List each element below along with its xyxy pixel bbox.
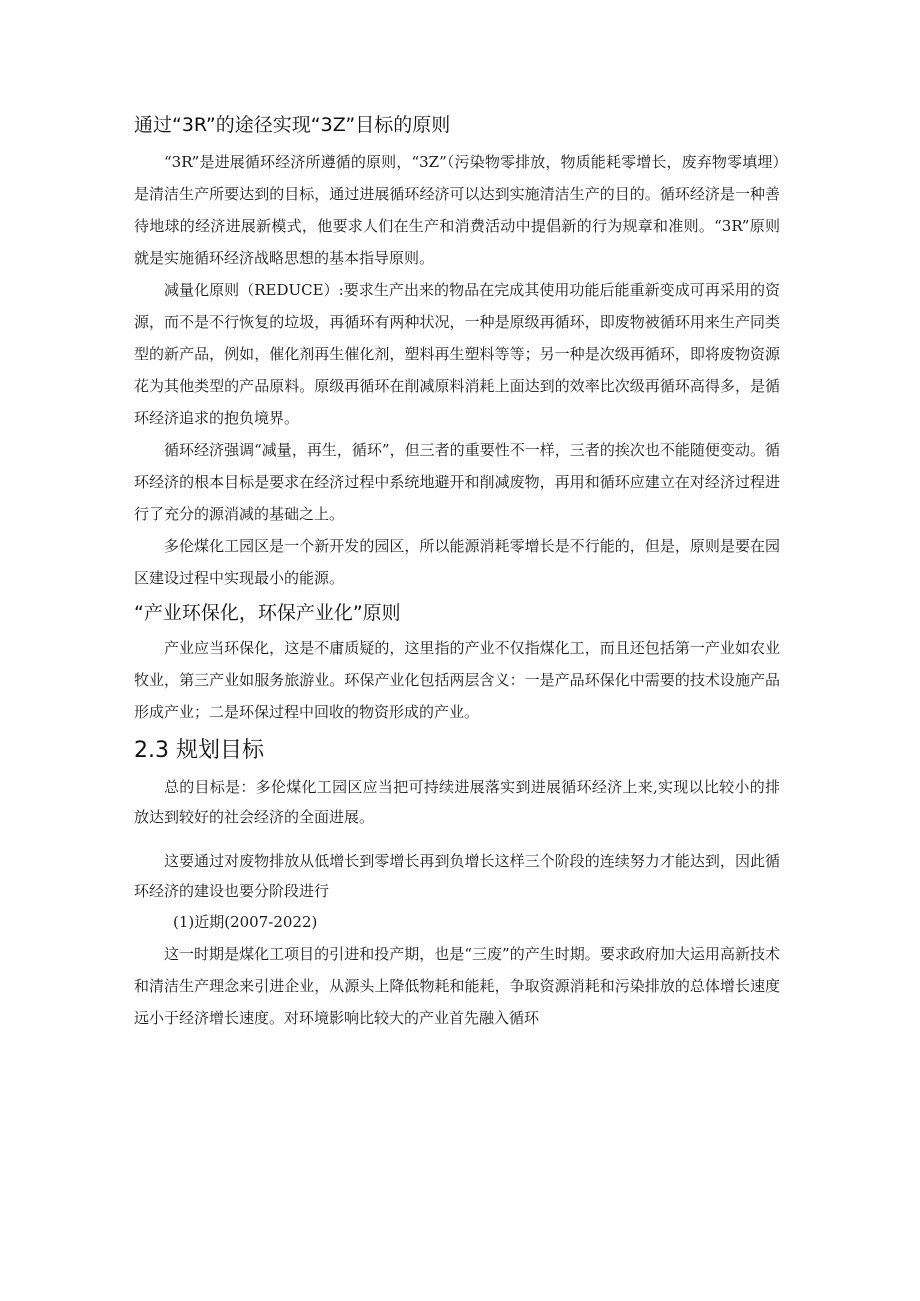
heading-industry-principle: “产业环保化，环保产业化”原则 (134, 602, 401, 624)
paragraph-near-term-detail: 这一时期是煤化工项目的引进和投产期，也是“三废”的产生时期。要求政府加大运用高新技术和清洁生产理念来引进企业，从源头上降低物耗和能耗，争取资源消耗和污染排放的总体增长速度远小于经济增长速度。对环境影响比较大的产业首先融入循环 (134, 945, 780, 1027)
paragraph-duolun-energy: 多伦煤化工园区是一个新开发的园区，所以能源消耗零增长是不行能的，但是，原则是要在园区建设过程中实现最小的能源。 (134, 537, 780, 587)
paragraph-3r-intro: “3R”是进展循环经济所遵循的原则，“3Z”（污染物零排放，物质能耗零增长，废弃物零填埋）是清洁生产所要达到的目标，通过进展循环经济可以达到实施清洁生产的目的。循环经济是一种善待地球的经济进展新模式，他要求人们在生产和消费活动中提倡新的行为规章和准则。“3R”原则就是实施循环经济战略思想的基本指导原则。 (134, 153, 780, 267)
heading-3r-principle: 通过“3R”的途径实现“3Z”目标的原则 (134, 114, 451, 136)
heading-planning-goal: 2.3 规划目标 (134, 738, 264, 763)
paragraph-three-stages: 这要通过对废物排放从低增长到零增长再到负增长这样三个阶段的连续努力才能达到，因此循环经济的建设也要分阶段进行 (134, 852, 780, 900)
paragraph-3r-priority: 循环经济强调“减量，再生，循环”，但三者的重要性不一样，三者的挨次也不能随便变动。循环经济的根本目标是要求在经济过程中系统地避开和削减废物，再用和循环应建立在对经济过程进行了充分的源消减的基础之上。 (134, 441, 780, 523)
paragraph-reduce-principle: 减量化原则（REDUCE）:要求生产出来的物品在完成其使用功能后能重新变成可再采用的资源，而不是不行恢复的垃圾，再循环有两种状况，一种是原级再循环，即废物被循环用来生产同类型的新产品，例如，催化剂再生催化剂，塑料再生塑料等等；另一种是次级再循环，即将废物资源花为其他类型的产品原料。原级再循环在削减原料消耗上面达到的效率比次级再循环高得多，是循环经济追求的抱负境界。 (134, 281, 780, 427)
document-body (134, 112, 780, 1034)
list-item-near-term: (1)近期(2007-2022) (173, 913, 318, 931)
paragraph-overall-goal: 总的目标是：多伦煤化工园区应当把可持续进展落实到进展循环经济上来,实现以比较小的排放达到较好的社会经济的全面进展。 (134, 778, 780, 826)
paragraph-industry-environment: 产业应当环保化，这是不庸质疑的，这里指的产业不仅指煤化工，而且还包括第一产业如农业牧业，第三产业如服务旅游业。环保产业化包括两层含义：一是产品环保化中需要的技术设施产品形成产业；二是环保过程中回收的物资形成的产业。 (134, 639, 780, 721)
